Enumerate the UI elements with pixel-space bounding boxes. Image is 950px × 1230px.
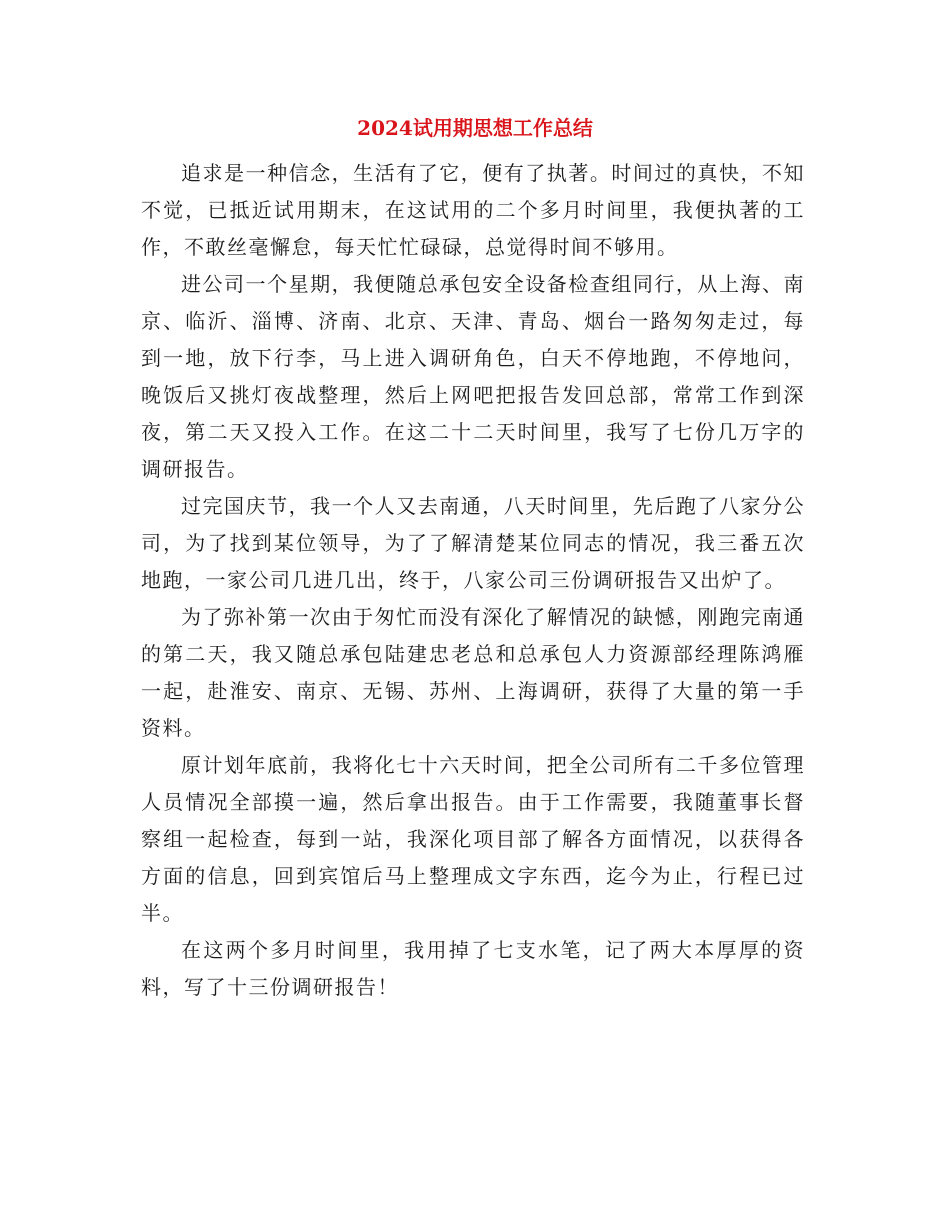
paragraph-4: 为了弥补第一次由于匆忙而没有深化了解情况的缺憾，刚跑完南通的第二天，我又随总承包陆建忠老总和总承包人力资源部经理陈鸿雁一起，赴淮安、南京、无锡、苏州、上海调研，获得了大量的第一手资料。 bbox=[141, 605, 805, 740]
paragraph-3: 过完国庆节，我一个人又去南通，八天时间里，先后跑了八家分公司，为了找到某位领导，为了了解清楚某位同志的情况，我三番五次地跑，一家公司几进几出，终于，八家公司三份调研报告又出炉了。 bbox=[141, 494, 805, 592]
paragraph-5: 原计划年底前，我将化七十六天时间，把全公司所有二千多位管理人员情况全部摸一遍，然后拿出报告。由于工作需要，我随董事长督察组一起检查，每到一站，我深化项目部了解各方面情况，以获得各方面的信息，回到宾馆后马上整理成文字东西，迄今为止，行程已过半。 bbox=[141, 753, 805, 925]
paragraph-1: 追求是一种信念，生活有了它，便有了执著。时间过的真快，不知不觉，已抵近试用期末，在这试用的二个多月时间里，我便执著的工作，不敢丝毫懈怠，每天忙忙碌碌，总觉得时间不够用。 bbox=[141, 161, 805, 259]
document-title: 2024试用期思想工作总结 bbox=[357, 116, 593, 140]
document-body bbox=[141, 155, 805, 1006]
paragraph-2: 进公司一个星期，我便随总承包安全设备检查组同行，从上海、南京、临沂、淄博、济南、北京、天津、青岛、烟台一路匆匆走过，每到一地，放下行李，马上进入调研角色，白天不停地跑，不停地问，晚饭后又挑灯夜战整理，然后上网吧把报告发回总部，常常工作到深夜，第二天又投入工作。在这二十二天时间里，我写了七份几万字的调研报告。 bbox=[141, 272, 805, 481]
paragraph-6: 在这两个多月时间里，我用掉了七支水笔，记了两大本厚厚的资料，写了十三份调研报告！ bbox=[141, 938, 805, 999]
